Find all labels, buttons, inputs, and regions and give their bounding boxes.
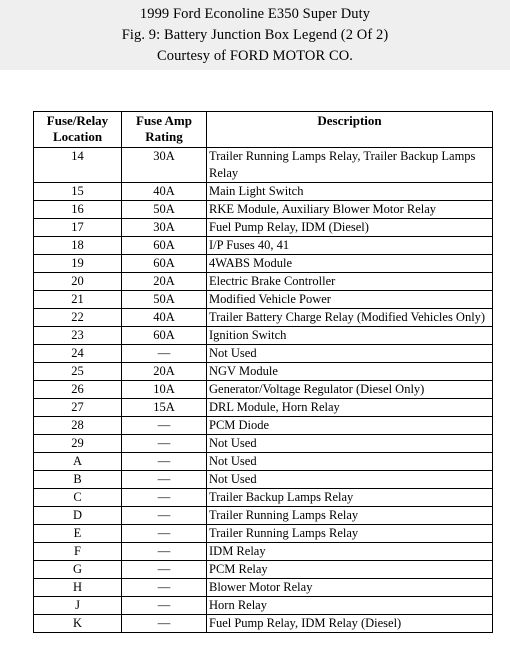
cell-location: K — [34, 615, 122, 633]
cell-location: 21 — [34, 291, 122, 309]
cell-description: Modified Vehicle Power — [207, 291, 493, 309]
cell-description: 4WABS Module — [207, 255, 493, 273]
column-header-description: Description — [207, 112, 493, 148]
table-row — [34, 471, 493, 489]
legend-table-container — [33, 111, 492, 633]
table-row — [34, 291, 493, 309]
table-row — [34, 183, 493, 201]
table-row — [34, 597, 493, 615]
cell-rating: — — [122, 615, 207, 633]
table-row — [34, 543, 493, 561]
cell-rating: 60A — [122, 255, 207, 273]
cell-description: Electric Brake Controller — [207, 273, 493, 291]
cell-description: Generator/Voltage Regulator (Diesel Only) — [207, 381, 493, 399]
cell-location: C — [34, 489, 122, 507]
cell-description: Trailer Running Lamps Relay — [207, 525, 493, 543]
cell-rating: 10A — [122, 381, 207, 399]
vehicle-title: 1999 Ford Econoline E350 Super Duty — [139, 6, 371, 22]
cell-rating: 60A — [122, 327, 207, 345]
table-row — [34, 615, 493, 633]
cell-rating: 30A — [122, 219, 207, 237]
table-row — [34, 507, 493, 525]
cell-rating: — — [122, 579, 207, 597]
cell-description: Not Used — [207, 345, 493, 363]
cell-description: IDM Relay — [207, 543, 493, 561]
courtesy-line: Courtesy of FORD MOTOR CO. — [156, 48, 354, 64]
cell-rating: 50A — [122, 201, 207, 219]
cell-description: NGV Module — [207, 363, 493, 381]
cell-rating: — — [122, 345, 207, 363]
table-row — [34, 381, 493, 399]
cell-location: J — [34, 597, 122, 615]
table-row — [34, 453, 493, 471]
cell-location: D — [34, 507, 122, 525]
cell-rating: — — [122, 453, 207, 471]
cell-location: 15 — [34, 183, 122, 201]
table-row — [34, 309, 493, 327]
cell-description: Fuel Pump Relay, IDM Relay (Diesel) — [207, 615, 493, 633]
table-row — [34, 148, 493, 183]
cell-rating: — — [122, 525, 207, 543]
table-row — [34, 399, 493, 417]
cell-location: E — [34, 525, 122, 543]
cell-location: 18 — [34, 237, 122, 255]
table-row — [34, 363, 493, 381]
cell-location: 16 — [34, 201, 122, 219]
cell-rating: — — [122, 561, 207, 579]
cell-location: 29 — [34, 435, 122, 453]
cell-location: F — [34, 543, 122, 561]
table-row — [34, 327, 493, 345]
cell-description: DRL Module, Horn Relay — [207, 399, 493, 417]
cell-location: 27 — [34, 399, 122, 417]
table-row — [34, 219, 493, 237]
cell-description: PCM Diode — [207, 417, 493, 435]
cell-location: 26 — [34, 381, 122, 399]
table-row — [34, 489, 493, 507]
cell-rating: 20A — [122, 273, 207, 291]
figure-header — [0, 0, 510, 70]
cell-rating: — — [122, 507, 207, 525]
cell-description: Horn Relay — [207, 597, 493, 615]
cell-rating: — — [122, 435, 207, 453]
cell-description: Trailer Backup Lamps Relay — [207, 489, 493, 507]
cell-location: 19 — [34, 255, 122, 273]
cell-location: 23 — [34, 327, 122, 345]
cell-description: Not Used — [207, 471, 493, 489]
cell-description: Main Light Switch — [207, 183, 493, 201]
cell-location: 24 — [34, 345, 122, 363]
column-header-rating: Fuse Amp Rating — [122, 112, 207, 148]
cell-location: 20 — [34, 273, 122, 291]
cell-rating: 40A — [122, 183, 207, 201]
cell-rating: 30A — [122, 148, 207, 183]
cell-description: I/P Fuses 40, 41 — [207, 237, 493, 255]
cell-location: 17 — [34, 219, 122, 237]
table-row — [34, 237, 493, 255]
table-row — [34, 201, 493, 219]
cell-description: Trailer Running Lamps Relay — [207, 507, 493, 525]
cell-rating: 20A — [122, 363, 207, 381]
cell-description: Fuel Pump Relay, IDM (Diesel) — [207, 219, 493, 237]
fuse-legend-table — [33, 111, 493, 633]
cell-description: Not Used — [207, 435, 493, 453]
cell-rating: 50A — [122, 291, 207, 309]
cell-location: 25 — [34, 363, 122, 381]
cell-rating: — — [122, 597, 207, 615]
cell-location: 14 — [34, 148, 122, 183]
cell-rating: 15A — [122, 399, 207, 417]
cell-rating: — — [122, 471, 207, 489]
cell-location: B — [34, 471, 122, 489]
cell-description: PCM Relay — [207, 561, 493, 579]
column-header-location: Fuse/Relay Location — [34, 112, 122, 148]
cell-description: Ignition Switch — [207, 327, 493, 345]
table-row — [34, 273, 493, 291]
cell-location: 22 — [34, 309, 122, 327]
cell-description: Trailer Battery Charge Relay (Modified Vehicles Only) — [207, 309, 493, 327]
table-row — [34, 417, 493, 435]
table-row — [34, 525, 493, 543]
cell-rating: 60A — [122, 237, 207, 255]
cell-rating: 40A — [122, 309, 207, 327]
cell-rating: — — [122, 543, 207, 561]
cell-rating: — — [122, 489, 207, 507]
table-row — [34, 579, 493, 597]
figure-caption: Fig. 9: Battery Junction Box Legend (2 Of 2) — [121, 27, 389, 43]
cell-location: H — [34, 579, 122, 597]
cell-rating: — — [122, 417, 207, 435]
cell-description: Trailer Running Lamps Relay, Trailer Backup Lamps Relay — [207, 148, 493, 183]
table-row — [34, 255, 493, 273]
cell-location: 28 — [34, 417, 122, 435]
cell-location: G — [34, 561, 122, 579]
table-row — [34, 561, 493, 579]
table-row — [34, 435, 493, 453]
table-row — [34, 345, 493, 363]
cell-description: Blower Motor Relay — [207, 579, 493, 597]
cell-description: RKE Module, Auxiliary Blower Motor Relay — [207, 201, 493, 219]
cell-description: Not Used — [207, 453, 493, 471]
cell-location: A — [34, 453, 122, 471]
table-header-row — [34, 112, 493, 148]
